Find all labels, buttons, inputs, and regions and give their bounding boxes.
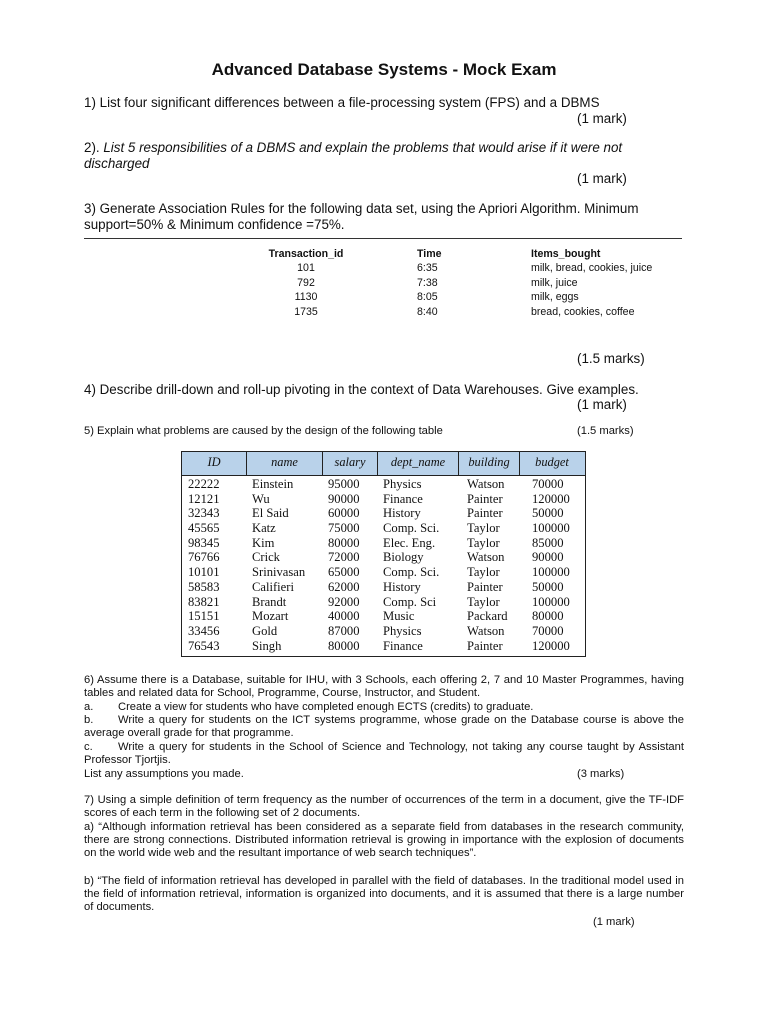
transaction-id-cell: 1735 <box>294 305 318 318</box>
question-1: 1) List four significant differences between a file-processing system (FPS) and a DBMS <box>84 95 600 110</box>
cell-salary: 95000 <box>328 477 360 491</box>
time-header: Time <box>417 248 442 260</box>
instructor-row <box>182 550 585 565</box>
cell-budget: 50000 <box>532 506 564 521</box>
cell-id: 45565 <box>188 521 220 536</box>
question-7-document-a: a) “Although information retrieval has been considered as a separate field from databases in the research community, there are strong connections. Distributed information retrieval is growing in importance with the explosion of documents on the world wide web and the resultant importance of web search techniques”. <box>84 821 684 860</box>
question-6-part-b <box>84 714 684 740</box>
cell-salary: 92000 <box>328 594 360 609</box>
cell-budget: 120000 <box>532 638 570 653</box>
cell-name: Califieri <box>252 579 294 594</box>
cell-building: Painter <box>467 638 503 653</box>
header-name: name <box>271 455 298 469</box>
cell-building: Taylor <box>467 535 500 550</box>
items-bought-column <box>531 247 691 319</box>
cell-id: 58583 <box>188 579 220 594</box>
cell-salary: 80000 <box>328 638 360 653</box>
header-divider <box>377 452 378 475</box>
cell-building: Watson <box>467 550 505 565</box>
header-building: building <box>468 455 510 469</box>
cell-dept-name: Finance <box>383 491 423 506</box>
cell-name: Gold <box>252 623 278 638</box>
instructor-row <box>182 580 585 595</box>
cell-salary: 87000 <box>328 623 360 638</box>
question-6-intro: 6) Assume there is a Database, suitable for IHU, with 3 Schools, each offering 2, 7 and 10 Master Programmes, having tables and related data for School, Programme, Course, Instructor, and Student. <box>84 674 684 700</box>
items-bought-cell: milk, bread, cookies, juice <box>531 262 653 275</box>
transaction-id-header: Transaction_id <box>268 248 344 260</box>
cell-name: Einstein <box>252 477 294 491</box>
question-4: 4) Describe drill-down and roll-up pivoting in the context of Data Warehouses. Give examples. <box>84 382 639 397</box>
part-b-label: b. <box>84 714 94 726</box>
transaction-id-cell: 1130 <box>294 291 318 304</box>
cell-dept-name: Comp. Sci. <box>383 565 440 580</box>
instructor-row <box>182 536 585 551</box>
part-a-label: a. <box>84 701 94 713</box>
time-cell: 8:40 <box>417 305 438 318</box>
question-2-mark: (1 mark) <box>577 171 627 186</box>
cell-dept-name: Finance <box>383 638 423 653</box>
cell-building: Watson <box>467 477 505 491</box>
cell-building: Watson <box>467 623 505 638</box>
cell-name: Kim <box>252 535 275 550</box>
cell-name: El Said <box>252 506 289 521</box>
instructor-table-header <box>182 452 585 476</box>
instructor-row <box>182 477 585 492</box>
header-salary: salary <box>334 455 366 469</box>
cell-building: Taylor <box>467 521 500 536</box>
cell-salary: 80000 <box>328 535 360 550</box>
cell-id: 33456 <box>188 623 220 638</box>
transaction-id-cell: 792 <box>297 276 315 289</box>
question-5: 5) Explain what problems are caused by the design of the following table <box>84 425 443 437</box>
instructor-table-body <box>182 477 585 653</box>
time-cell: 6:35 <box>417 262 438 275</box>
question-3: 3) Generate Association Rules for the following data set, using the Apriori Algorithm. Minimum support=50% & Minimum confidence =75%. <box>84 201 639 232</box>
cell-id: 76543 <box>188 638 220 653</box>
question-7-intro: 7) Using a simple definition of term frequency as the number of occurrences of the term in a document, give the TF-IDF scores of each term in the following set of 2 documents. <box>84 794 684 820</box>
cell-id: 12121 <box>188 491 220 506</box>
items-bought-cell: milk, juice <box>531 276 578 289</box>
question-3-mark: (1.5 marks) <box>577 351 645 366</box>
cell-name: Wu <box>252 491 270 506</box>
question-5-mark: (1.5 marks) <box>577 425 634 437</box>
question-6-mark: (3 marks) <box>577 768 625 780</box>
cell-dept-name: Physics <box>383 623 422 638</box>
cell-salary: 62000 <box>328 579 360 594</box>
cell-name: Katz <box>252 521 276 536</box>
cell-id: 32343 <box>188 506 220 521</box>
cell-dept-name: Biology <box>383 550 424 565</box>
cell-dept-name: Comp. Sci. <box>383 521 440 536</box>
items-bought-header: Items_bought <box>531 248 601 260</box>
page-title: Advanced Database Systems - Mock Exam <box>211 60 557 79</box>
cell-budget: 90000 <box>532 550 564 565</box>
part-b-text: Write a query for students on the ICT systems programme, whose grade on the Database course is above the average overall grade for that programme. <box>84 714 684 740</box>
cell-budget: 100000 <box>532 521 570 536</box>
instructor-row <box>182 521 585 536</box>
question-2-text: List 5 responsibilities of a DBMS and explain the problems that would arise if it were not discharged <box>84 140 623 171</box>
instructor-row <box>182 492 585 507</box>
cell-budget: 70000 <box>532 477 564 491</box>
cell-salary: 60000 <box>328 506 360 521</box>
cell-dept-name: Elec. Eng. <box>383 535 436 550</box>
instructor-row <box>182 595 585 610</box>
header-divider <box>322 452 323 475</box>
time-cell: 7:38 <box>417 276 438 289</box>
cell-dept-name: Comp. Sci <box>383 594 437 609</box>
cell-name: Brandt <box>252 594 287 609</box>
header-id: ID <box>207 455 221 469</box>
header-dept-name: dept_name <box>390 455 446 469</box>
cell-salary: 75000 <box>328 521 360 536</box>
cell-building: Taylor <box>467 565 500 580</box>
instructor-row <box>182 565 585 580</box>
cell-budget: 85000 <box>532 535 564 550</box>
cell-id: 83821 <box>188 594 220 609</box>
cell-id: 15151 <box>188 609 220 624</box>
question-7-mark: (1 mark) <box>593 916 635 928</box>
cell-budget: 50000 <box>532 579 564 594</box>
cell-name: Crick <box>252 550 280 565</box>
cell-budget: 80000 <box>532 609 564 624</box>
question-6-part-c <box>84 741 684 767</box>
instructor-row <box>182 506 585 521</box>
question-4-mark: (1 mark) <box>577 397 627 412</box>
cell-budget: 70000 <box>532 623 564 638</box>
header-budget: budget <box>535 455 569 469</box>
items-bought-cell: milk, eggs <box>531 291 579 304</box>
time-column <box>417 247 477 319</box>
header-divider <box>458 452 459 475</box>
instructor-row <box>182 609 585 624</box>
question-6-assumptions: List any assumptions you made. <box>84 768 244 780</box>
question-1-mark: (1 mark) <box>577 111 627 126</box>
cell-dept-name: History <box>383 579 421 594</box>
cell-building: Painter <box>467 506 503 521</box>
instructor-row <box>182 624 585 639</box>
cell-dept-name: History <box>383 506 421 521</box>
instructor-row <box>182 639 585 654</box>
table-top-rule <box>84 238 682 239</box>
cell-salary: 40000 <box>328 609 360 624</box>
header-divider <box>519 452 520 475</box>
time-cell: 8:05 <box>417 291 438 304</box>
part-a-text: Create a view for students who have completed enough ECTS (credits) to graduate. <box>118 701 534 713</box>
cell-id: 76766 <box>188 550 220 565</box>
cell-id: 98345 <box>188 535 220 550</box>
cell-salary: 65000 <box>328 565 360 580</box>
cell-name: Singh <box>252 638 282 653</box>
question-2 <box>84 140 684 171</box>
question-2-number: 2). <box>84 140 104 155</box>
transaction-id-cell: 101 <box>297 262 315 275</box>
cell-salary: 72000 <box>328 550 360 565</box>
cell-building: Taylor <box>467 594 500 609</box>
cell-budget: 120000 <box>532 491 570 506</box>
instructor-table <box>181 451 586 657</box>
cell-building: Packard <box>467 609 508 624</box>
cell-name: Mozart <box>252 609 289 624</box>
question-6-part-a <box>84 701 684 714</box>
items-bought-cell: bread, cookies, coffee <box>531 305 635 318</box>
cell-dept-name: Music <box>383 609 415 624</box>
cell-id: 22222 <box>188 477 220 491</box>
cell-building: Painter <box>467 579 503 594</box>
cell-budget: 100000 <box>532 565 570 580</box>
cell-salary: 90000 <box>328 491 360 506</box>
cell-name: Srinivasan <box>252 565 306 580</box>
cell-building: Painter <box>467 491 503 506</box>
part-c-text: Write a query for students in the School of Science and Technology, not taking any course taught by Assistant Professor Tjortjis. <box>84 741 684 767</box>
cell-budget: 100000 <box>532 594 570 609</box>
header-divider <box>246 452 247 475</box>
question-7-document-b: b) “The field of information retrieval has developed in parallel with the field of databases. In the traditional model used in the field of information retrieval, information is organized into documents, and it is assumed that there is a large number of documents. <box>84 875 684 914</box>
part-c-label: c. <box>84 741 93 753</box>
cell-id: 10101 <box>188 565 220 580</box>
cell-dept-name: Physics <box>383 477 422 491</box>
transaction-id-column <box>262 247 350 319</box>
